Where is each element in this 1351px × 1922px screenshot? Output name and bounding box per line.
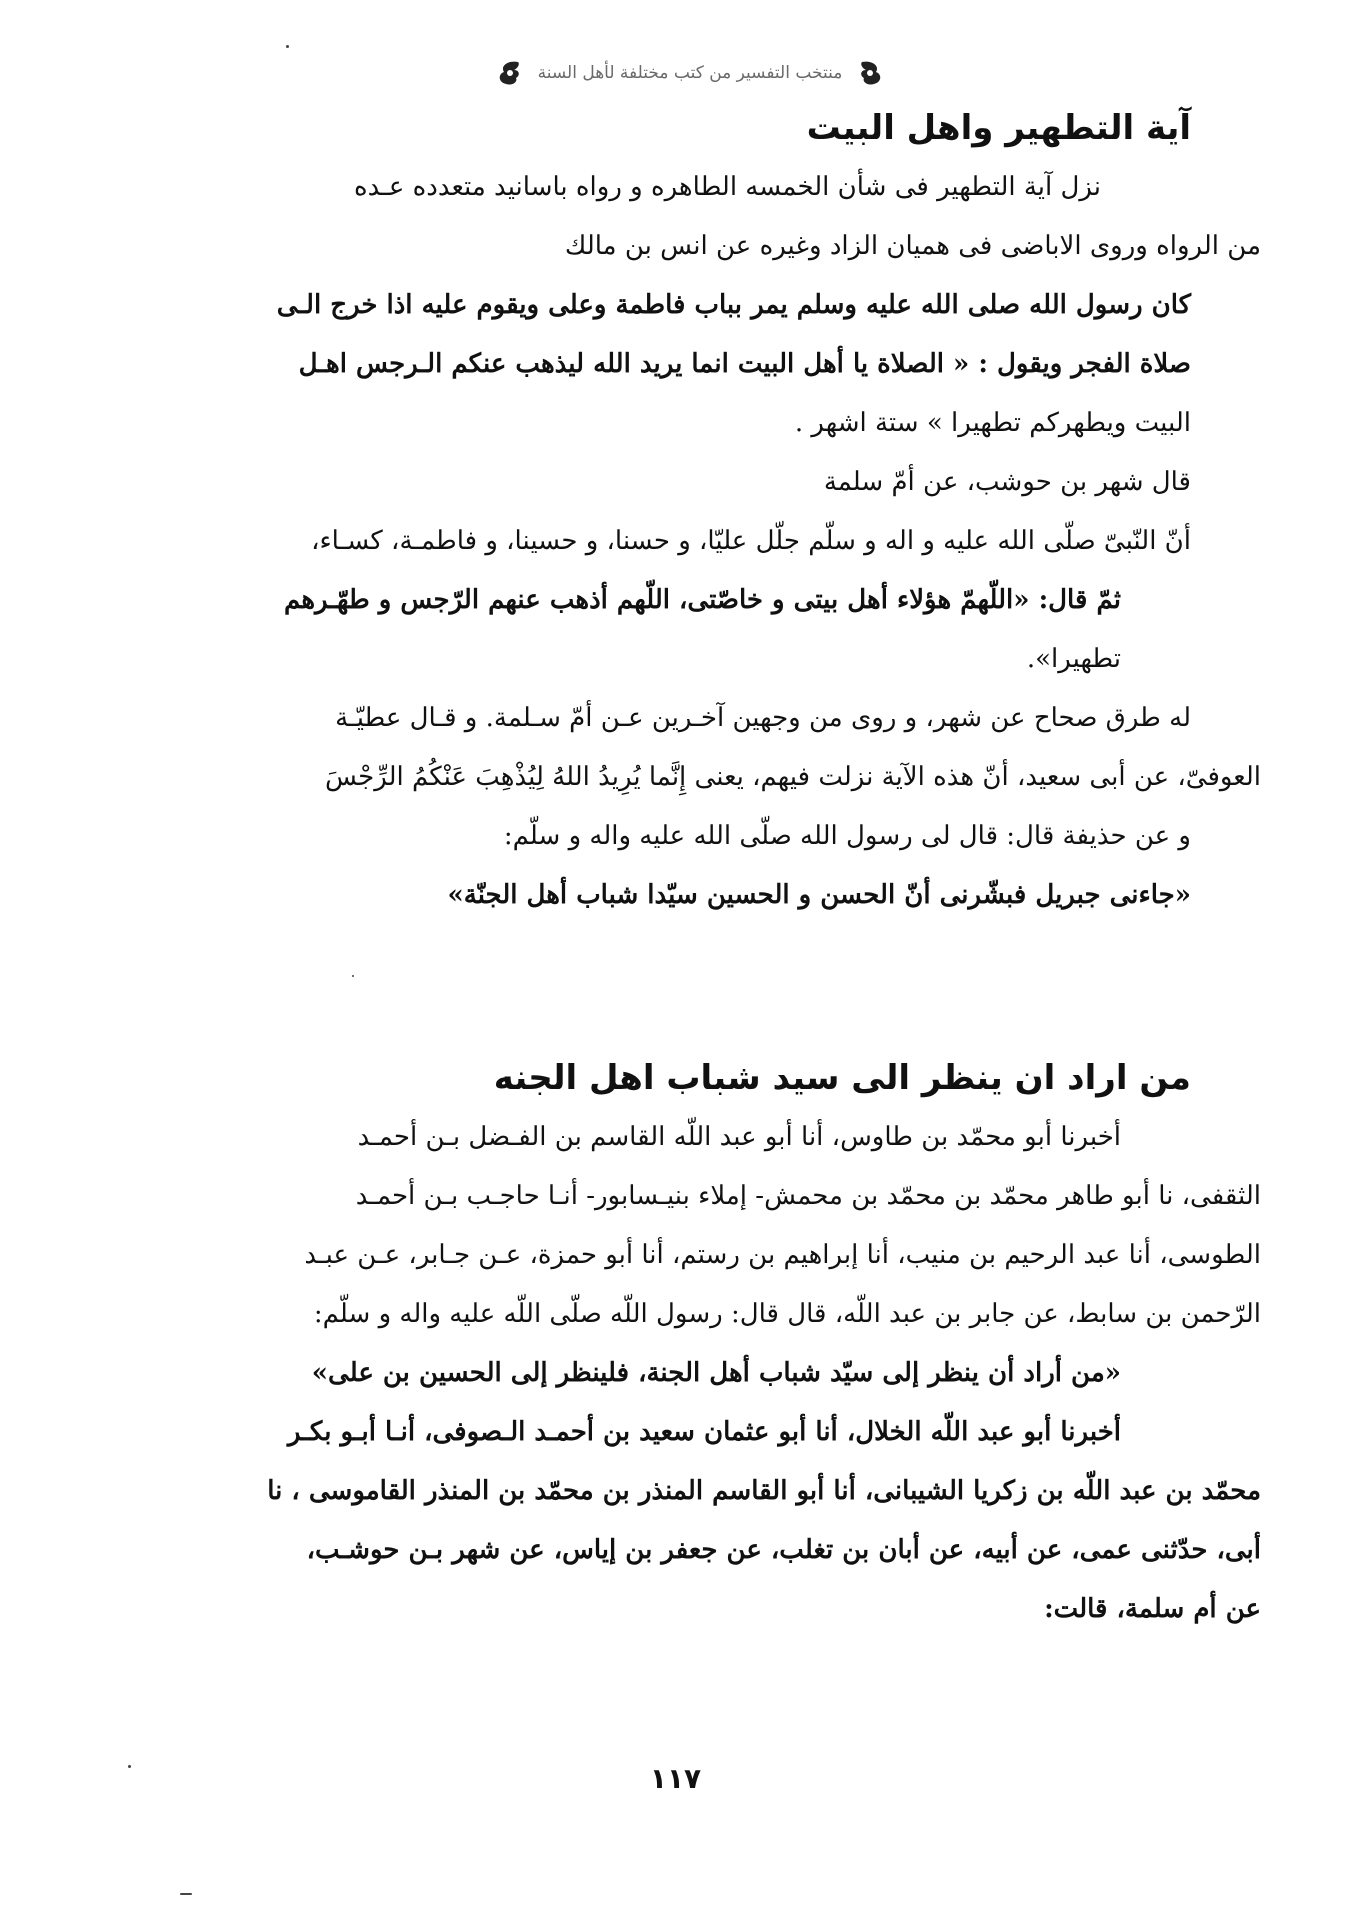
- text-line: أخبرنا أبو عبد اللّه الخلال، أنا أبو عثمان سعيد بن أحمـد الـصوفى، أنـا أبـو بكـر: [287, 1417, 1121, 1447]
- paragraph-isnad-2: [101, 1403, 1261, 1639]
- text-line: «من أراد أن ينظر إلى سيّد شباب أهل الجنة، فلينظر إلى الحسين بن على»: [311, 1358, 1121, 1388]
- text-line: أنّ النّبىّ صلّى الله عليه و اله و سلّم جلّل عليّا، و حسنا، و حسينا، و فاطمـة، كسـاء،: [311, 526, 1191, 556]
- ornament-left-icon: [496, 58, 524, 88]
- paragraph-isnad-1: [101, 1108, 1261, 1403]
- scan-speck: [352, 975, 354, 977]
- section-sayyid-shabab: [101, 1050, 1261, 1639]
- running-header-text: منتخب التفسير من كتب مختلفة لأهل السنة: [537, 63, 843, 83]
- text-line: أبى، حدّثنى عمى، عن أبيه، عن أبان بن تغلب، عن جعفر بن إياس، عن شهر بـن حوشـب،: [306, 1535, 1261, 1565]
- text-line: ثمّ قال: «اللّهمّ هؤلاء أهل بيتى و خاصّتى، اللّهم أذهب عنهم الرّجس و طهّـرهم: [284, 585, 1121, 615]
- scan-speck: [180, 1893, 192, 1895]
- scan-speck: [128, 1765, 131, 1768]
- text-line: الطوسى، أنا عبد الرحيم بن منيب، أنا إبراهيم بن رستم، أنا أبو حمزة، عـن جـابر، عـن عبـد: [304, 1240, 1261, 1270]
- text-line: نزل آية التطهير فى شأن الخمسه الطاهره و رواه باسانيد متعدده عـده: [353, 172, 1101, 202]
- paragraph-intro: [101, 158, 1261, 276]
- text-line: «جاءنى جبريل فبشّرنى أنّ الحسن و الحسين سيّدا شباب أهل الجنّة»: [447, 880, 1191, 910]
- text-line: عن أم سلمة، قالت:: [1044, 1594, 1261, 1624]
- section-ayat-tathir: [101, 100, 1261, 925]
- text-line: قال شهر بن حوشب، عن أمّ سلمة: [823, 467, 1191, 497]
- text-line: الثقفى، نا أبو طاهر محمّد بن محمّد بن محمش- إملاء بنيـسابور- أنـا حاجـب بـن أحمـد: [355, 1181, 1261, 1211]
- paragraph-hadith-anas: [101, 276, 1261, 453]
- paragraph-turuq: [101, 689, 1261, 925]
- text-line: محمّد بن عبد اللّه بن زكريا الشيبانى، أنا أبو القاسم المنذر بن محمّد بن المنذر القاموسى ، نا: [267, 1476, 1261, 1506]
- text-line: كان رسول الله صلى الله عليه وسلم يمر بباب فاطمة وعلى ويقوم عليه اذا خرج الـى: [276, 290, 1191, 320]
- text-line: العوفىّ، عن أبى سعيد، أنّ هذه الآية نزلت فيهم، يعنى إِنَّما يُرِيدُ اللهُ لِيُذْهِبَ عَنْكُمُ الرِّجْسَ: [325, 762, 1261, 792]
- ornament-right-icon: [856, 58, 884, 88]
- page-number: ١١٧: [649, 1762, 702, 1795]
- text-line: له طرق صحاح عن شهر، و روى من وجهين آخـرين عـن أمّ سـلمة. و قـال عطيّـة: [335, 703, 1191, 733]
- section-heading: من اراد ان ينظر الى سيد شباب اهل الجنه: [493, 1058, 1191, 1098]
- scan-speck: [286, 45, 289, 48]
- paragraph-hadith-umm-salama: [101, 453, 1261, 689]
- text-line: و عن حذيفة قال: قال لى رسول الله صلّى الله عليه واله و سلّم:: [503, 821, 1191, 851]
- text-line: أخبرنا أبو محمّد بن طاوس، أنا أبو عبد اللّه القاسم بن الفـضل بـن أحمـد: [357, 1122, 1121, 1152]
- text-line: تطهيرا».: [1026, 644, 1121, 674]
- running-header: [480, 52, 900, 94]
- text-line: من الرواه وروى الاباضى فى هميان الزاد وغيره عن انس بن مالك: [564, 231, 1261, 261]
- text-line: الرّحمن بن سابط، عن جابر بن عبد اللّه، قال قال: رسول اللّه صلّى اللّه عليه واله و سلّم:: [313, 1299, 1261, 1329]
- section-heading: آية التطهير واهل البيت: [806, 108, 1191, 148]
- text-line: البيت ويطهركم تطهيرا » ستة اشهر .: [794, 408, 1191, 438]
- text-line: صلاة الفجر ويقول : « الصلاة يا أهل البيت انما يريد الله ليذهب عنكم الـرجس اهـل: [298, 349, 1191, 379]
